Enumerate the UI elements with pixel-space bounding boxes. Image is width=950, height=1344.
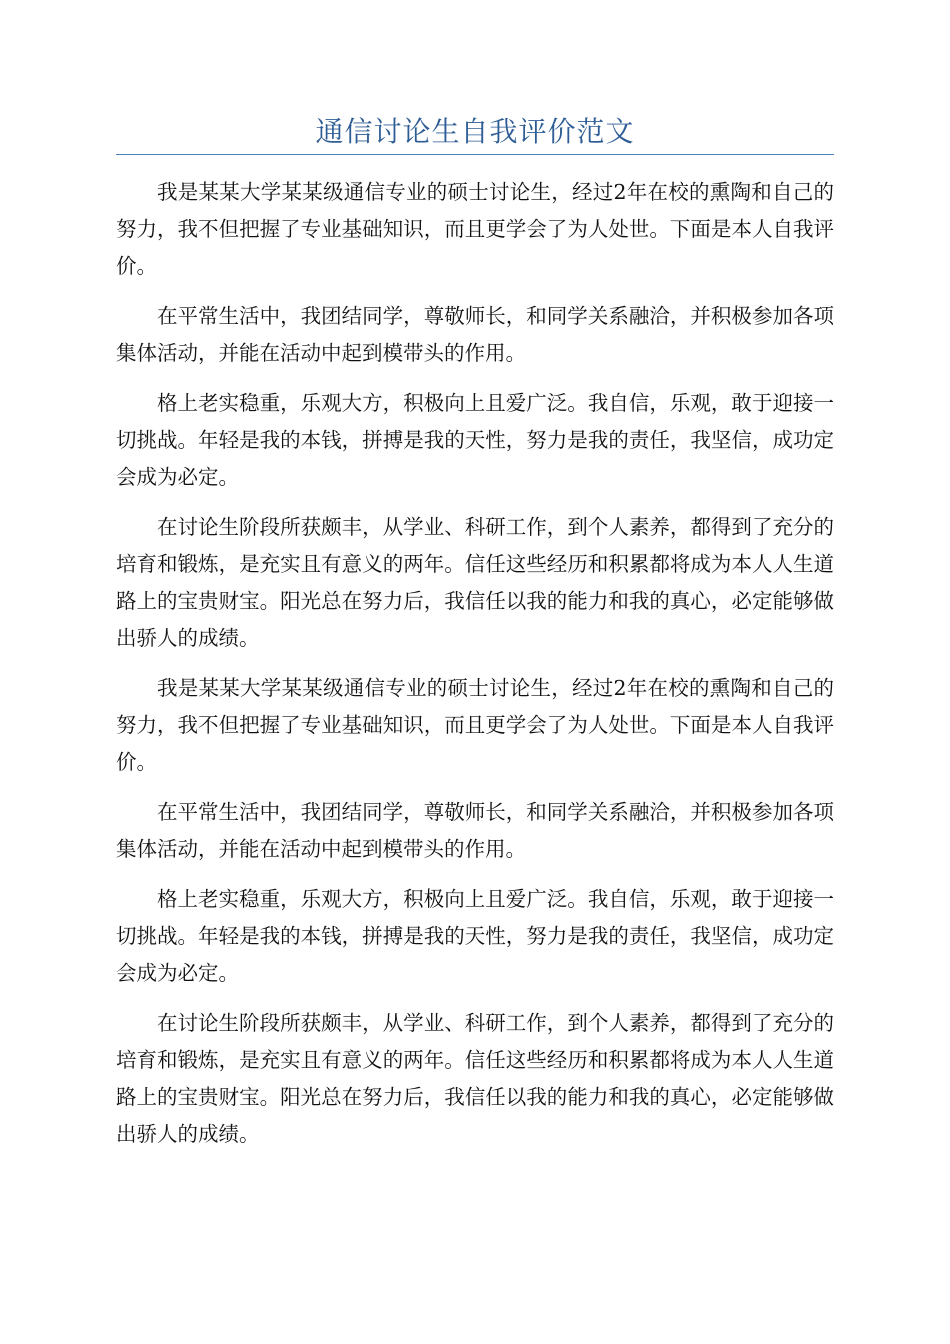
document-body: [116, 174, 834, 1166]
paragraph: 格上老实稳重，乐观大方，积极向上且爱广泛。我自信，乐观，敢于迎接一切挑战。年轻是我的本钱，拼搏是我的天性，努力是我的责任，我坚信，成功定会成为必定。: [116, 391, 834, 489]
paragraph: 我是某某大学某某级通信专业的硕士讨论生，经过2年在校的熏陶和自己的努力，我不但把握了专业基础知识，而且更学会了为人处世。下面是本人自我评价。: [116, 180, 834, 278]
paragraph: 在讨论生阶段所获颇丰，从学业、科研工作，到个人素养，都得到了充分的培育和锻炼，是充实且有意义的两年。信任这些经历和积累都将成为本人人生道路上的宝贵财宝。阳光总在努力后，我信任以我的能力和我的真心，必定能够做出骄人的成绩。: [116, 515, 834, 650]
paragraph: 我是某某大学某某级通信专业的硕士讨论生，经过2年在校的熏陶和自己的努力，我不但把握了专业基础知识，而且更学会了为人处世。下面是本人自我评价。: [116, 676, 834, 774]
paragraph: 在平常生活中，我团结同学，尊敬师长，和同学关系融洽，并积极参加各项集体活动，并能在活动中起到模带头的作用。: [116, 800, 834, 861]
document-title: 通信讨论生自我评价范文: [315, 115, 635, 148]
title-underline: [116, 154, 834, 155]
paragraph: 在讨论生阶段所获颇丰，从学业、科研工作，到个人素养，都得到了充分的培育和锻炼，是充实且有意义的两年。信任这些经历和积累都将成为本人人生道路上的宝贵财宝。阳光总在努力后，我信任以我的能力和我的真心，必定能够做出骄人的成绩。: [116, 1011, 834, 1146]
paragraph: 在平常生活中，我团结同学，尊敬师长，和同学关系融洽，并积极参加各项集体活动，并能在活动中起到模带头的作用。: [116, 304, 834, 365]
paragraph: 格上老实稳重，乐观大方，积极向上且爱广泛。我自信，乐观，敢于迎接一切挑战。年轻是我的本钱，拼搏是我的天性，努力是我的责任，我坚信，成功定会成为必定。: [116, 887, 834, 985]
